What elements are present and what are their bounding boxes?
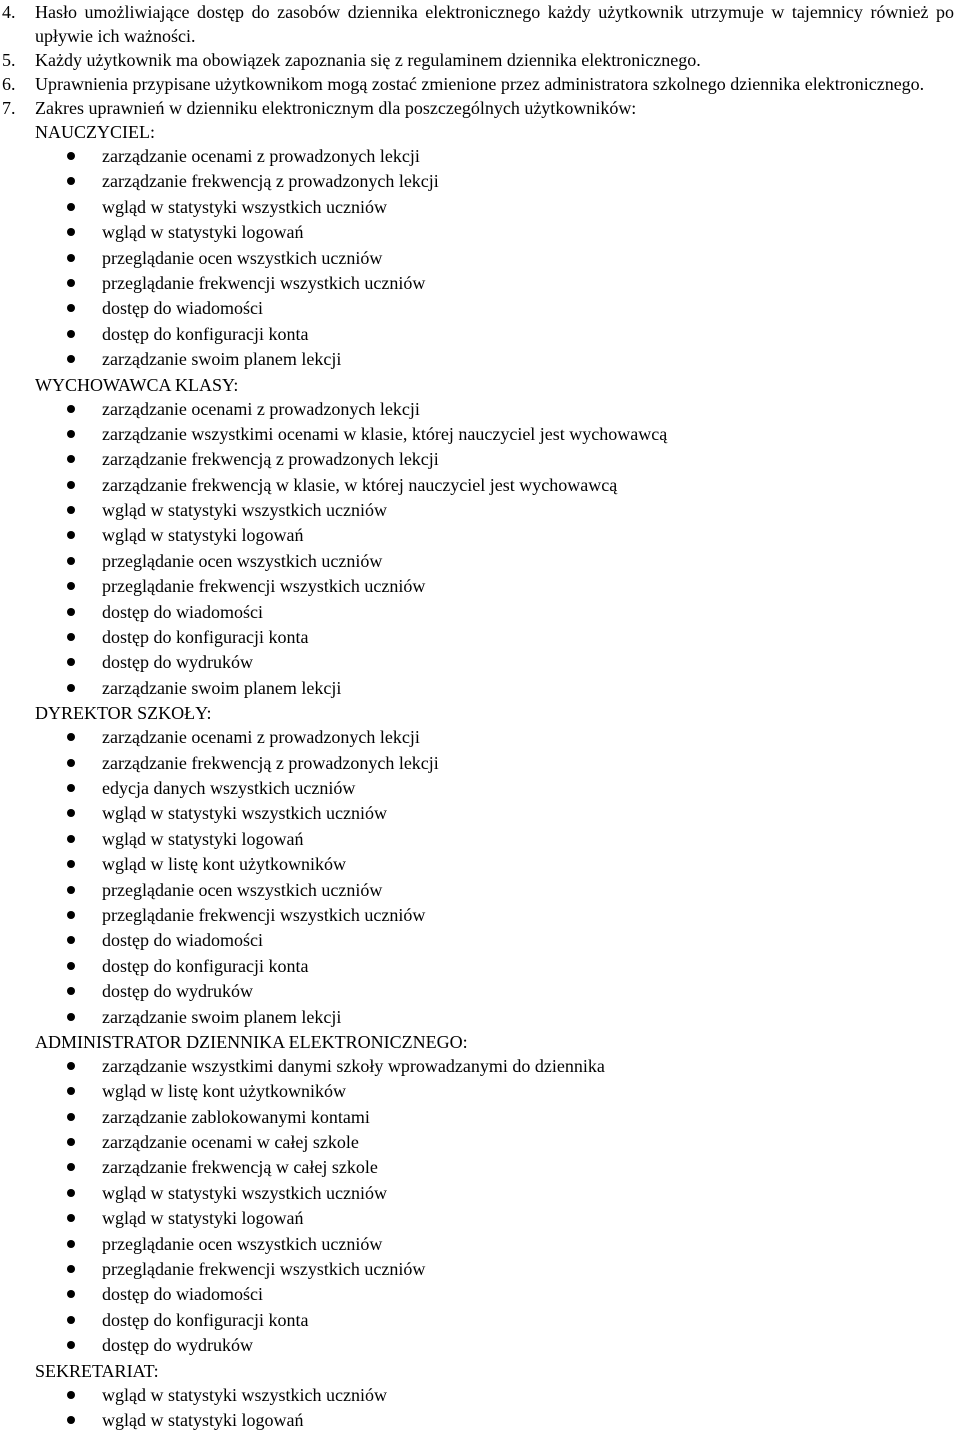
permission-text: dostęp do konfiguracji konta [102, 627, 309, 648]
bullet-icon [67, 1265, 75, 1273]
list-item [0, 1079, 960, 1104]
item-text: Uprawnienia przypisane użytkownikom mogą zostać zmienione przez administratora szkolnego dziennika elektronicznego. [35, 74, 925, 94]
bullet-icon [67, 633, 75, 641]
list-item [0, 1206, 960, 1231]
bullet-icon [67, 582, 75, 590]
list-item [0, 1282, 960, 1307]
item-number: 5. [2, 50, 16, 70]
role-heading: SEKRETARIAT: [35, 1360, 159, 1381]
list-item [0, 650, 960, 675]
permission-text: dostęp do konfiguracji konta [102, 323, 309, 344]
bullet-icon [67, 860, 75, 868]
bullet-icon [67, 455, 75, 463]
list-item [0, 979, 960, 1004]
bullet-icon [67, 228, 75, 236]
list-item [0, 144, 960, 169]
numbered-item-5 [0, 48, 960, 72]
permission-text: zarządzanie ocenami w całej szkole [102, 1132, 359, 1153]
bullet-icon [67, 1290, 75, 1298]
numbered-item-6 [0, 72, 960, 96]
permission-list [0, 397, 960, 702]
bullet-icon [67, 759, 75, 767]
bullet-icon [67, 684, 75, 692]
permission-text: dostęp do wiadomości [102, 298, 263, 319]
list-item [0, 473, 960, 498]
permission-text: wgląd w statystyki wszystkich uczniów [102, 1182, 387, 1203]
permission-text: wgląd w listę kont użytkowników [102, 854, 346, 875]
bullet-icon [67, 203, 75, 211]
list-item [0, 827, 960, 852]
permission-text: wgląd w statystyki wszystkich uczniów [102, 196, 387, 217]
permission-text: przeglądanie frekwencji wszystkich uczniów [102, 1259, 426, 1280]
list-item [0, 1308, 960, 1333]
permission-text: przeglądanie frekwencji wszystkich uczniów [102, 272, 426, 293]
list-item [0, 1408, 960, 1433]
permission-text: wgląd w statystyki wszystkich uczniów [102, 1384, 387, 1405]
role-heading: ADMINISTRATOR DZIENNIKA ELEKTRONICZNEGO: [35, 1031, 468, 1052]
list-item [0, 523, 960, 548]
bullet-icon [67, 506, 75, 514]
permission-list [0, 1054, 960, 1359]
bullet-icon [67, 784, 75, 792]
permission-text: zarządzanie frekwencją z prowadzonych lekcji [102, 752, 439, 773]
bullet-icon [67, 1113, 75, 1121]
bullet-icon [67, 1138, 75, 1146]
list-item [0, 246, 960, 271]
list-item [0, 422, 960, 447]
item-text: Hasło umożliwiające dostęp do zasobów dziennika elektronicznego każdy użytkownik utrzymuje w tajemnicy również po upływie ich ważności. [35, 2, 954, 46]
bullet-icon [67, 835, 75, 843]
list-item [0, 852, 960, 877]
permission-text: przeglądanie ocen wszystkich uczniów [102, 1233, 383, 1254]
permission-text: przeglądanie ocen wszystkich uczniów [102, 879, 383, 900]
permission-text: wgląd w listę kont użytkowników [102, 1081, 346, 1102]
bullet-icon [67, 1189, 75, 1197]
bullet-icon [67, 1341, 75, 1349]
bullet-icon [67, 886, 75, 894]
permission-text: zarządzanie swoim planem lekcji [102, 349, 342, 370]
permission-text: dostęp do konfiguracji konta [102, 955, 309, 976]
list-item [0, 498, 960, 523]
permission-text: zarządzanie ocenami z prowadzonych lekcji [102, 398, 420, 419]
bullet-icon [67, 962, 75, 970]
list-item [0, 1257, 960, 1282]
bullet-icon [67, 481, 75, 489]
bullet-icon [67, 911, 75, 919]
bullet-icon [67, 658, 75, 666]
permission-text: dostęp do wydruków [102, 981, 253, 1002]
list-item [0, 600, 960, 625]
list-item [0, 549, 960, 574]
list-item [0, 1232, 960, 1257]
role-heading: DYREKTOR SZKOŁY: [35, 703, 212, 724]
permission-text: wgląd w statystyki logowań [102, 1409, 304, 1430]
permission-text: zarządzanie ocenami z prowadzonych lekcji [102, 146, 420, 166]
bullet-icon [67, 1316, 75, 1324]
permission-list [0, 1383, 960, 1434]
list-item [0, 878, 960, 903]
permission-text: przeglądanie ocen wszystkich uczniów [102, 550, 383, 571]
list-item [0, 296, 960, 321]
list-item [0, 220, 960, 245]
bullet-icon [67, 1391, 75, 1399]
permission-list [0, 725, 960, 1030]
permission-text: zarządzanie swoim planem lekcji [102, 677, 342, 698]
permission-text: wgląd w statystyki logowań [102, 1208, 304, 1229]
permission-text: dostęp do konfiguracji konta [102, 1309, 309, 1330]
bullet-icon [67, 608, 75, 616]
bullet-icon [67, 809, 75, 817]
permission-text: dostęp do wiadomości [102, 930, 263, 951]
bullet-icon [67, 936, 75, 944]
list-item [0, 801, 960, 826]
permission-text: dostęp do wydruków [102, 652, 253, 673]
permission-text: dostęp do wiadomości [102, 601, 263, 622]
bullet-icon [67, 177, 75, 185]
permission-text: zarządzanie zablokowanymi kontami [102, 1106, 370, 1127]
bullet-icon [67, 152, 75, 160]
list-item [0, 169, 960, 194]
list-item [0, 347, 960, 372]
roles-section [0, 120, 960, 1433]
permission-text: zarządzanie wszystkimi danymi szkoły wprowadzanymi do dziennika [102, 1055, 605, 1076]
permission-text: przeglądanie frekwencji wszystkich uczniów [102, 576, 426, 597]
item-number: 4. [2, 2, 16, 22]
list-item [0, 1383, 960, 1408]
bullet-icon [67, 1163, 75, 1171]
bullet-icon [67, 254, 75, 262]
permission-text: wgląd w statystyki wszystkich uczniów [102, 803, 387, 824]
role-heading: NAUCZYCIEL: [35, 122, 155, 142]
bullet-icon [67, 304, 75, 312]
permission-text: zarządzanie frekwencją z prowadzonych lekcji [102, 449, 439, 470]
permission-text: dostęp do wydruków [102, 1335, 253, 1356]
bullet-icon [67, 531, 75, 539]
bullet-icon [67, 405, 75, 413]
bullet-icon [67, 355, 75, 363]
bullet-icon [67, 279, 75, 287]
list-item [0, 903, 960, 928]
list-item [0, 1130, 960, 1155]
bullet-icon [67, 430, 75, 438]
numbered-item-4 [0, 0, 960, 48]
numbered-item-7 [0, 96, 960, 120]
permission-text: zarządzanie wszystkimi ocenami w klasie, której nauczyciel jest wychowawcą [102, 423, 668, 444]
permission-text: wgląd w statystyki logowań [102, 222, 304, 243]
list-item [0, 1054, 960, 1079]
permission-text: zarządzanie frekwencją w klasie, w której nauczyciel jest wychowawcą [102, 474, 618, 495]
list-item [0, 928, 960, 953]
role-heading: WYCHOWAWCA KLASY: [35, 374, 239, 395]
list-item [0, 776, 960, 801]
permission-list [0, 144, 960, 373]
permission-text: zarządzanie swoim planem lekcji [102, 1006, 342, 1027]
list-item [0, 625, 960, 650]
permission-text: zarządzanie ocenami z prowadzonych lekcji [102, 727, 420, 748]
list-item [0, 447, 960, 472]
list-item [0, 725, 960, 750]
bullet-icon [67, 1062, 75, 1070]
list-item [0, 1181, 960, 1206]
list-item [0, 271, 960, 296]
item-number: 7. [2, 98, 16, 118]
list-item [0, 1155, 960, 1180]
bullet-icon [67, 733, 75, 741]
list-item [0, 751, 960, 776]
permission-text: wgląd w statystyki logowań [102, 828, 304, 849]
list-item [0, 574, 960, 599]
list-item [0, 322, 960, 347]
list-item [0, 1333, 960, 1358]
list-item [0, 954, 960, 979]
list-item [0, 195, 960, 220]
permission-text: zarządzanie frekwencją w całej szkole [102, 1157, 378, 1178]
permission-text: przeglądanie ocen wszystkich uczniów [102, 247, 383, 268]
permission-text: wgląd w statystyki wszystkich uczniów [102, 500, 387, 521]
item-number: 6. [2, 74, 16, 94]
permission-text: przeglądanie frekwencji wszystkich uczniów [102, 904, 426, 925]
list-item [0, 1005, 960, 1030]
permission-text: edycja danych wszystkich uczniów [102, 777, 356, 798]
list-item [0, 1105, 960, 1130]
bullet-icon [67, 1240, 75, 1248]
permission-text: wgląd w statystyki logowań [102, 525, 304, 546]
bullet-icon [67, 987, 75, 995]
bullet-icon [67, 1013, 75, 1021]
permission-text: zarządzanie frekwencją z prowadzonych lekcji [102, 171, 439, 192]
permission-text: dostęp do wiadomości [102, 1284, 263, 1305]
item-text: Każdy użytkownik ma obowiązek zapoznania się z regulaminem dziennika elektronicznego. [35, 50, 701, 70]
item-text: Zakres uprawnień w dzienniku elektronicznym dla poszczególnych użytkowników: [35, 98, 637, 118]
bullet-icon [67, 1087, 75, 1095]
bullet-icon [67, 557, 75, 565]
bullet-icon [67, 1416, 75, 1424]
list-item [0, 676, 960, 701]
bullet-icon [67, 1214, 75, 1222]
bullet-icon [67, 330, 75, 338]
list-item [0, 397, 960, 422]
